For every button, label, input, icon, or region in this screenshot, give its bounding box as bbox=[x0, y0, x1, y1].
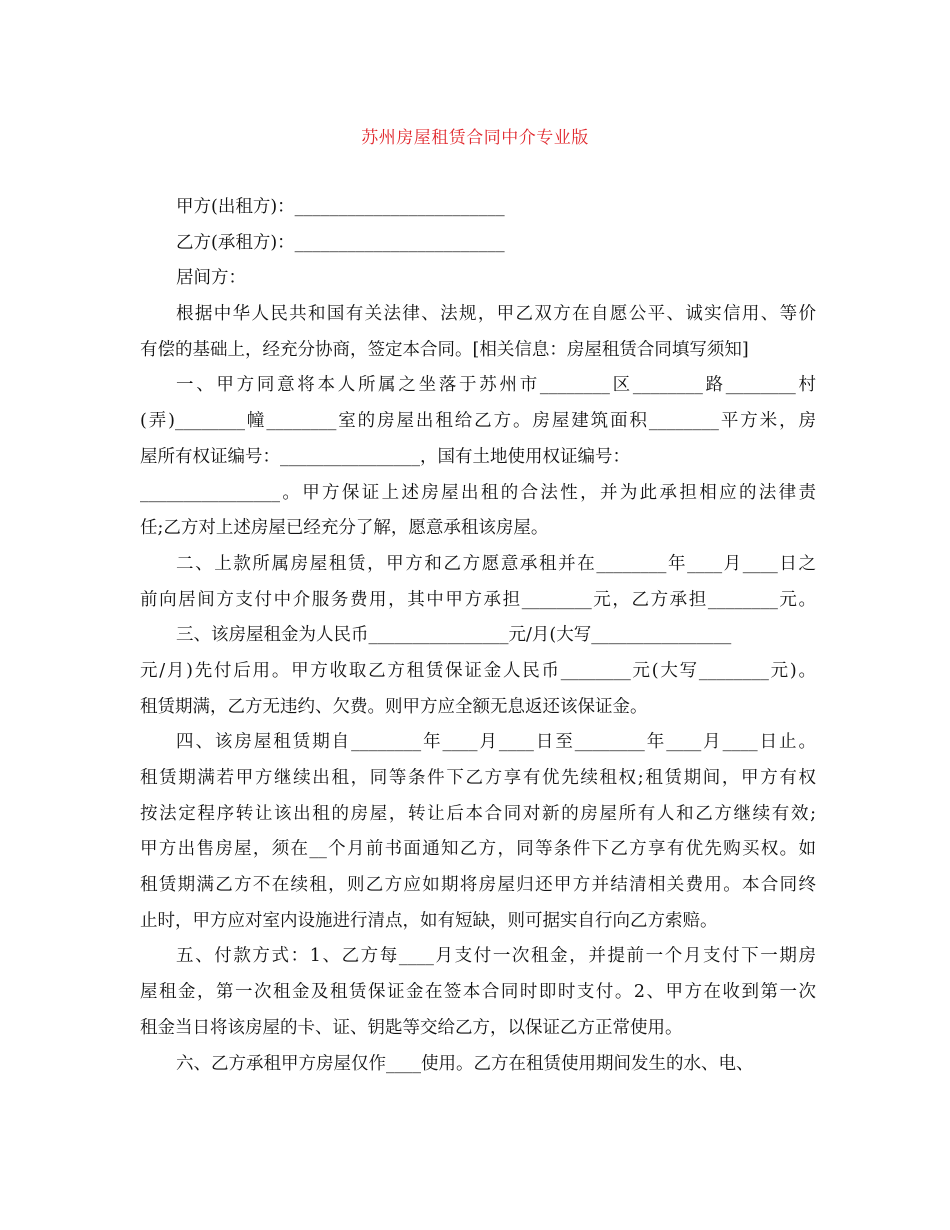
paragraph-line: 甲方出售房屋，须在__个月前书面通知乙方，同等条件下乙方享有优先购买权。如 bbox=[140, 839, 816, 860]
paragraph-line: 止时，甲方应对室内设施进行清点，如有短缺，则可据实自行向乙方索赔。 bbox=[140, 910, 718, 931]
paragraph-line: 四、该房屋租赁期自________年____月____日至________年____月____日止。 bbox=[176, 732, 816, 753]
paragraph-line: 按法定程序转让该出租的房屋，转让后本合同对新的房屋所有人和乙方继续有效; bbox=[140, 803, 816, 824]
paragraph-line: 租金当日将该房屋的卡、证、钥匙等交给乙方，以保证乙方正常使用。 bbox=[140, 1017, 683, 1038]
paragraph-line: 租赁期满乙方不在续租，则乙方应如期将房屋归还甲方并结清相关费用。本合同终 bbox=[140, 875, 816, 896]
paragraph-line: 任;乙方对上述房屋已经充分了解，愿意承租该房屋。 bbox=[140, 518, 549, 539]
paragraph-line: ________________。甲方保证上述房屋出租的合法性，并为此承担相应的法律责 bbox=[140, 482, 816, 503]
party-a-line: 甲方(出租方)：________________________ bbox=[176, 197, 505, 217]
party-b-line: 乙方(承租方)：________________________ bbox=[176, 232, 505, 253]
paragraph-line: 屋租金，第一次租金及租赁保证金在签本合同时即时支付。2、甲方在收到第一次 bbox=[140, 982, 816, 1003]
paragraph-line: 前向居间方支付中介服务费用，其中甲方承担________元，乙方承担________元。 bbox=[140, 589, 816, 610]
document-title: 苏州房屋租赁合同中介专业版 bbox=[361, 128, 589, 148]
paragraph-line: 五、付款方式：1、乙方每____月支付一次租金，并提前一个月支付下一期房 bbox=[176, 946, 816, 967]
paragraph-line: 租赁期满若甲方继续出租，同等条件下乙方享有优先续租权;租赁期间，甲方有权 bbox=[140, 768, 816, 788]
paragraph-line: 租赁期满，乙方无违约、欠费。则甲方应全额无息返还该保证金。 bbox=[140, 696, 648, 717]
paragraph-line: 六、乙方承租甲方房屋仅作____使用。乙方在租赁使用期间发生的水、电、 bbox=[176, 1053, 754, 1074]
paragraph-line: (弄)________幢________室的房屋出租给乙方。房屋建筑面积________平方米，房 bbox=[140, 411, 816, 432]
intermediary-line: 居间方： bbox=[176, 268, 246, 289]
paragraph-line: 元/月)先付后用。甲方收取乙方租赁保证金人民币________元(大写________元)。 bbox=[140, 660, 816, 681]
paragraph-line: 根据中华人民共和国有关法律、法规，甲乙双方在自愿公平、诚实信用、等价 bbox=[176, 304, 816, 325]
paragraph-line: 二、上款所属房屋租赁，甲方和乙方愿意承租并在________年____月____日之 bbox=[176, 553, 816, 574]
paragraph-line: 屋所有权证编号：________________，国有土地使用权证编号： bbox=[140, 446, 630, 467]
paragraph-line: 有偿的基础上，经充分协商，签定本合同。[相关信息：房屋租赁合同填写须知] bbox=[140, 339, 749, 360]
paragraph-line: 三、该房屋租金为人民币________________元/月(大写________________ bbox=[176, 625, 732, 646]
document-body bbox=[140, 190, 816, 1082]
paragraph-line: 一、甲方同意将本人所属之坐落于苏州市________区________路________村 bbox=[176, 375, 816, 396]
